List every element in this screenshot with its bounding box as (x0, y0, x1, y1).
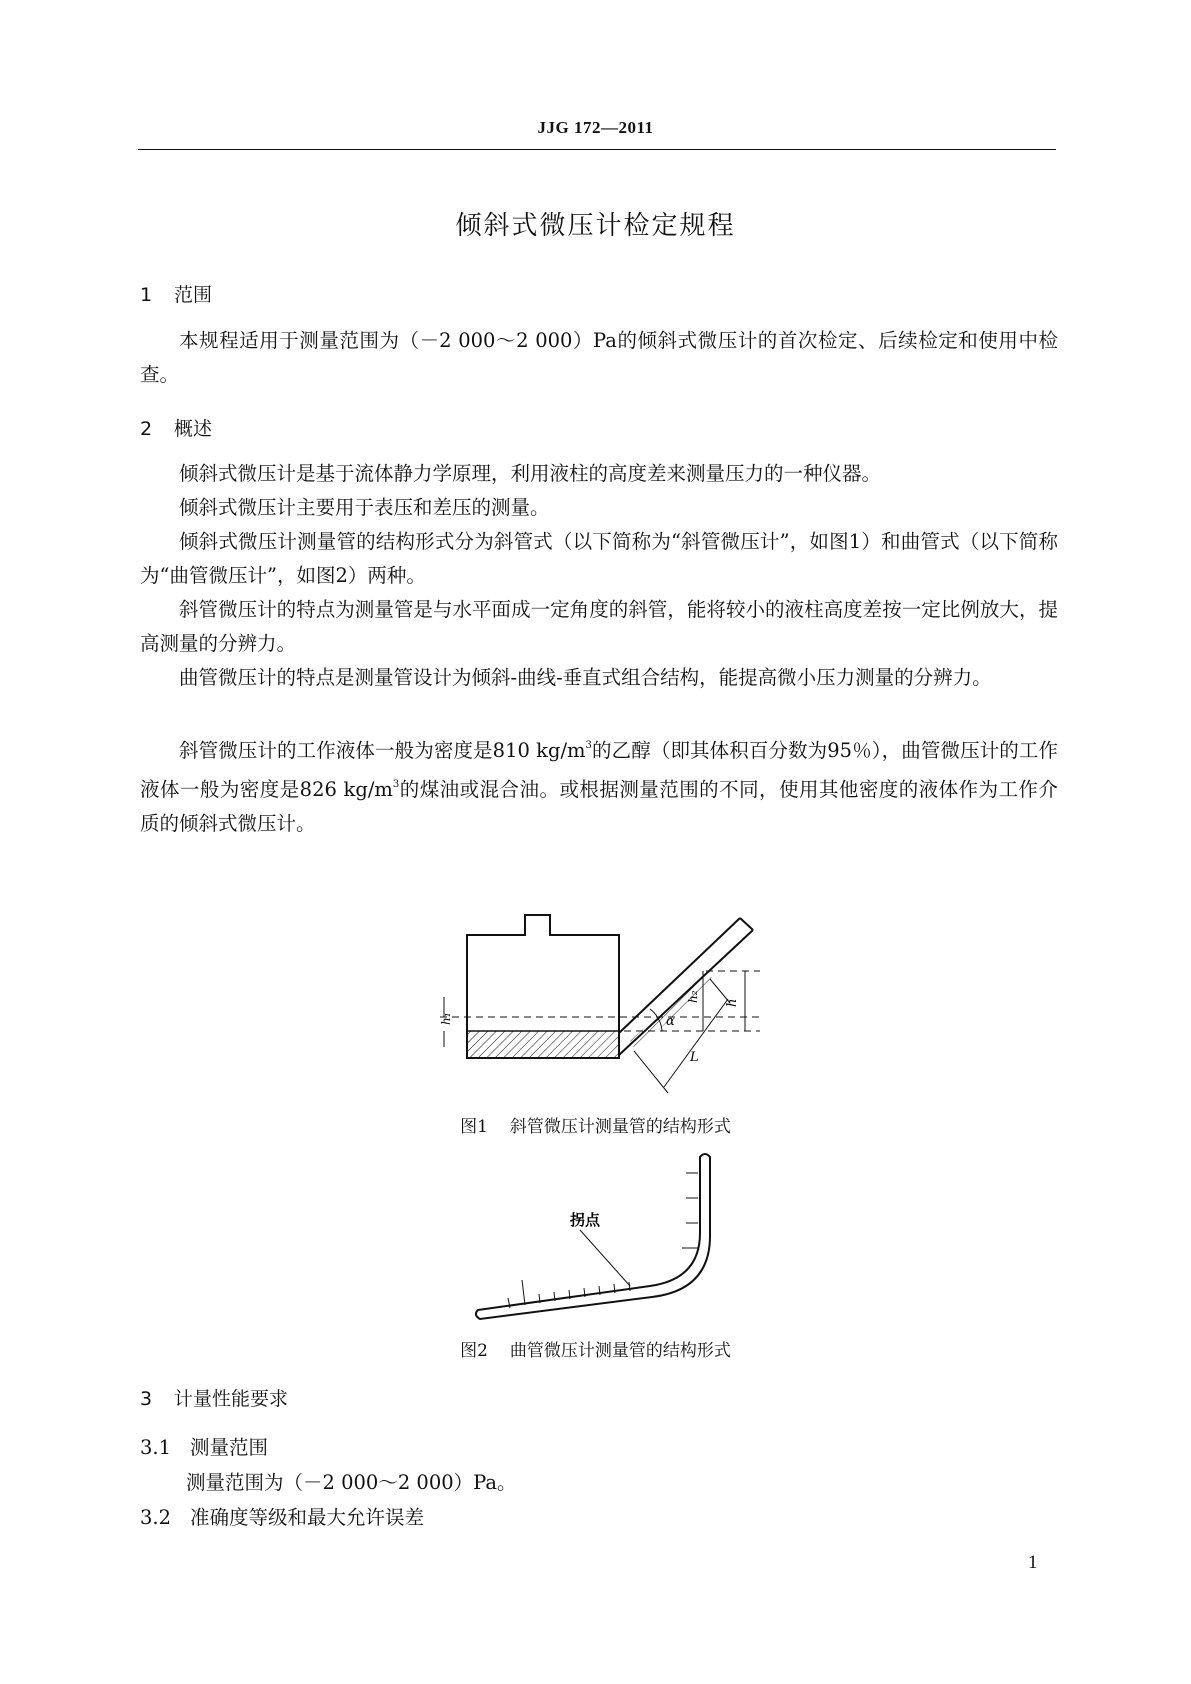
subsection-title: 测量范围 (190, 1436, 269, 1459)
measuring-range-text: 测量范围为（－2 000～2 000）Pa。 (186, 1471, 517, 1494)
figure-2-curved-tube-diagram (470, 1148, 730, 1323)
subsection-title: 准确度等级和最大允许误差 (190, 1506, 425, 1529)
h1-label: h₁ (439, 1012, 453, 1025)
section-3-heading (140, 1384, 288, 1411)
document-title: 倾斜式微压计检定规程 (455, 211, 736, 241)
section-number: 3 (140, 1388, 153, 1410)
overview-6-part-a: 斜管微压计的工作液体一般为密度是810 kg/m (179, 739, 586, 762)
L-label: L (690, 1050, 699, 1065)
section-number: 2 (140, 418, 153, 440)
subsection-3-1-heading (140, 1432, 268, 1460)
section-1-heading (140, 280, 212, 307)
figure-1-caption (0, 1112, 1191, 1137)
superscript-3: 3 (585, 740, 592, 751)
figure-number: 图1 (460, 1117, 488, 1137)
overview-6-part-b: 的乙醇（即其体积百分数为95％），曲管微压计的工作液体一般为密度是826 kg/m (140, 739, 1058, 801)
h2-label: h₂ (686, 990, 700, 1003)
caption-text: 斜管微压计测量管的结构形式 (509, 1117, 731, 1137)
overview-6-part-c: 的煤油或混合油。或根据测量范围的不同，使用其他密度的液体作为工作介质的倾斜式微压计。 (140, 778, 1058, 835)
subsection-number: 3.2 (140, 1506, 172, 1529)
subsection-number: 3.1 (140, 1436, 172, 1459)
superscript-3: 3 (392, 779, 400, 790)
overview-paragraph-2: 倾斜式微压计主要用于表压和差压的测量。 (179, 496, 550, 519)
alpha-label: α (666, 1014, 675, 1029)
scope-paragraph: 本规程适用于测量范围为（－2 000～2 000）Pa的倾斜式微压计的首次检定、后续检定和使用中检查。 (140, 329, 1058, 386)
standard-code-header: JJG 172—2011 (537, 118, 654, 137)
overview-paragraph-6 (140, 729, 1058, 841)
figure-number: 图2 (460, 1341, 488, 1361)
section-2-heading (140, 414, 212, 441)
caption-text: 曲管微压计测量管的结构形式 (509, 1341, 731, 1361)
subsection-3-2-heading (140, 1502, 424, 1530)
section-title: 范围 (174, 284, 213, 306)
section-title: 计量性能要求 (174, 1388, 289, 1410)
figure-2-caption (0, 1336, 1191, 1361)
header-rule (138, 149, 1056, 150)
h-label: h (725, 998, 740, 1007)
page-number: 1 (1028, 1552, 1038, 1573)
section-title: 概述 (174, 418, 213, 440)
overview-paragraph-4: 斜管微压计的特点为测量管是与水平面成一定角度的斜管，能将较小的液柱高度差按一定比例放大，提高测量的分辨力。 (140, 598, 1058, 655)
overview-paragraph-1: 倾斜式微压计是基于流体静力学原理，利用液柱的高度差来测量压力的一种仪器。 (179, 462, 882, 485)
figure-1-inclined-tube-diagram (410, 905, 790, 1100)
inflection-point-label: 拐点 (570, 1211, 601, 1229)
section-number: 1 (140, 284, 153, 306)
overview-paragraph-3: 倾斜式微压计测量管的结构形式分为斜管式（以下简称为“斜管微压计”，如图1）和曲管式（以下简称为“曲管微压计”，如图2）两种。 (140, 530, 1058, 587)
overview-paragraph-5: 曲管微压计的特点是测量管设计为倾斜-曲线-垂直式组合结构，能提高微小压力测量的分辨力。 (179, 666, 992, 689)
